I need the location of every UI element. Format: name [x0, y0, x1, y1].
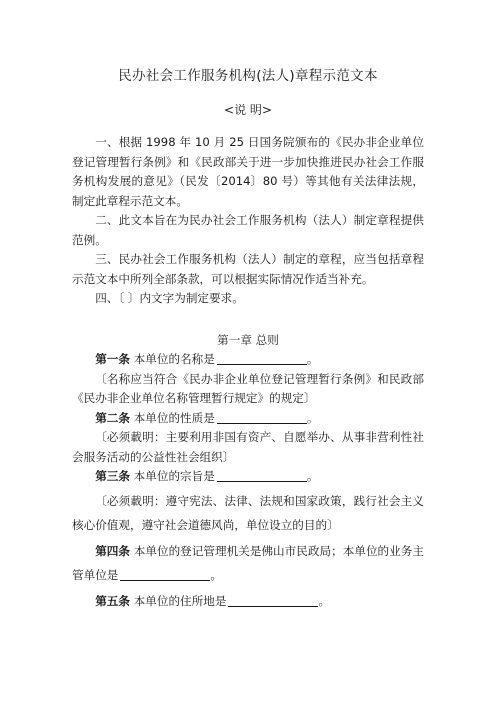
note-paragraph-1: 一、根据 1998 年 10 月 25 日国务院颁布的《民办非企业单位登记管理暂行条例》和《民政部关于进一步加快推进民办社会工作服务机构发展的意见》（民发〔2014〕80 号）等其他有关法律法规，制定此章程示范文本。 [72, 135, 424, 208]
fill-in-blank[interactable] [120, 568, 210, 581]
document-subtitle: <说 明> [224, 103, 272, 117]
article-4-text: 本单位的登记管理机关是佛山市民政局；本单位的业务主管单位是 [72, 543, 424, 582]
article-1-end: 。 [306, 352, 319, 366]
article-1-label: 第一条 [95, 352, 130, 366]
article-5-text: 本单位的住所地是 [133, 593, 227, 608]
article-5 [72, 589, 424, 613]
document-body [72, 133, 424, 613]
article-2-end: 。 [306, 410, 319, 425]
chapter-heading: 第一章 总则 [217, 332, 279, 347]
note-paragraph-4: 四、〔 〕内文字为制定要求。 [95, 291, 244, 305]
article-2-label: 第二条 [95, 410, 130, 425]
article-3-label: 第三条 [95, 469, 130, 483]
article-1 [72, 350, 424, 370]
fill-in-blank[interactable] [217, 469, 307, 482]
article-4-end: 。 [210, 567, 222, 582]
fill-in-blank[interactable] [228, 594, 318, 607]
fill-in-blank[interactable] [217, 352, 307, 365]
article-2-text: 本单位的性质是 [133, 410, 215, 425]
article-3-end: 。 [306, 469, 319, 483]
requirement-3: 〔必须載明：遵守宪法、法律、法规和国家政策，践行社会主义核心价值观，遵守社会道德风尚，单位设立的目的〕 [72, 493, 424, 532]
article-2 [72, 409, 424, 429]
article-4-label: 第四条 [95, 543, 131, 558]
article-3 [72, 467, 424, 487]
requirement-1: 〔名称应当符合《民办非企业单位登记管理暂行条例》和民政部《民办非企业单位名称管理暂行规定》的规定〕 [72, 371, 424, 405]
document-title: 民办社会工作服务机构(法人)章程示范文本 [118, 68, 378, 84]
note-paragraph-2: 二、此文本旨在为民办社会工作服务机构（法人）制定章程提供范例。 [72, 213, 424, 247]
article-1-text: 本单位的名称是 [133, 352, 215, 366]
article-5-label: 第五条 [95, 593, 130, 608]
article-4 [72, 539, 424, 587]
fill-in-blank[interactable] [217, 411, 307, 424]
requirement-2: 〔必须載明：主要利用非国有资产、自愿举办、从事非营利性社会服务活动的公益性社会组织〕 [72, 430, 424, 464]
article-5-end: 。 [318, 593, 331, 608]
note-paragraph-3: 三、民办社会工作服务机构（法人）制定的章程，应当包括章程示范文本中所列全部条款，可以根据实际情况作适当补充。 [72, 252, 424, 286]
article-3-text: 本单位的宗旨是 [133, 469, 215, 483]
